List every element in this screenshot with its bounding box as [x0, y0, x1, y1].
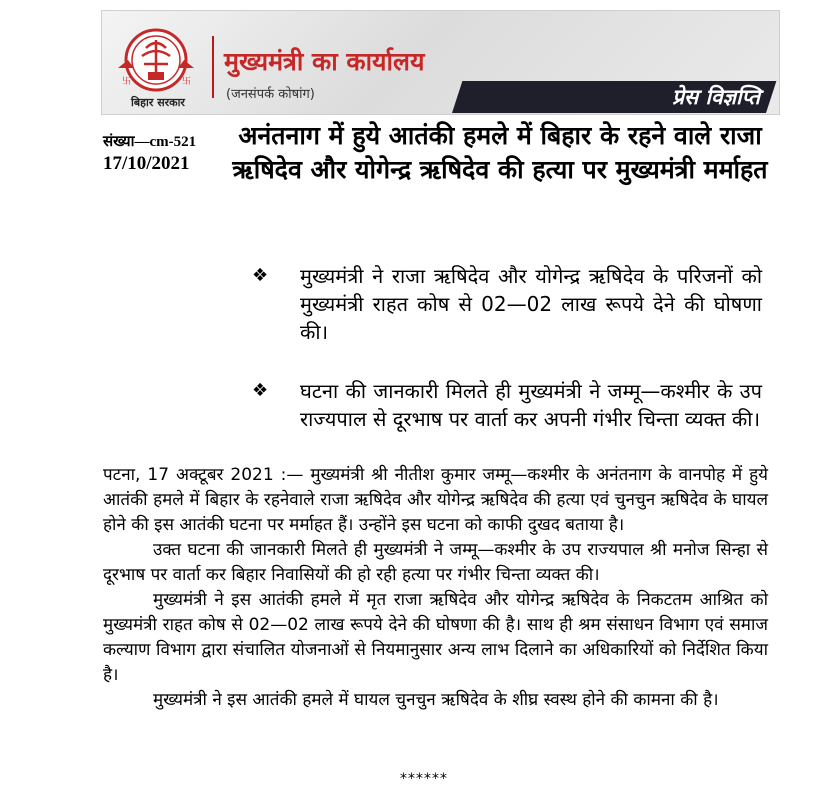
government-label: बिहार सरकार	[131, 96, 185, 109]
body-paragraph: मुख्यमंत्री ने इस आतंकी हमले में घायल चुनचुन ऋषिदेव के शीघ्र स्वस्थ होने की कामना की है।	[153, 690, 719, 710]
release-date: 17/10/2021	[103, 153, 190, 174]
diamond-bullet-icon: ❖	[252, 265, 269, 286]
reference-number: संख्या—cm-521	[103, 134, 197, 150]
bihar-emblem-icon	[108, 28, 204, 96]
end-mark: ******	[400, 771, 448, 787]
header-divider	[212, 36, 214, 98]
office-title: मुख्यमंत्री का कार्यालय	[224, 47, 425, 76]
body-paragraph: मुख्यमंत्री ने इस आतंकी हमले में मृत राजा ऋषिदेव और योगेन्द्र ऋषिदेव के निकटतम आश्रित को मुख्यमंत्री राहत कोष से 02—02 लाख रूपये देने की घोषणा की है। साथ ही श्रम संसाधन विभाग एवं समाज कल्याण विभाग द्वारा संचालित योजनाओं से नियमानुसार अन्य लाभ दिलाने का अधिकारियों को निर्देशित किया है।	[103, 590, 768, 685]
highlight-text: घटना की जानकारी मिलते ही मुख्यमंत्री ने जम्मू—कश्मीर के उप राज्यपाल से दूरभाष पर वार्ता कर अपनी गंभीर चिन्ता व्यक्त की।	[300, 379, 762, 431]
body-paragraph: उक्त घटना की जानकारी मिलते ही मुख्यमंत्री ने जम्मू—कश्मीर के उप राज्यपाल श्री मनोज सिन्हा से दूरभाष पर वार्ता कर बिहार निवासियों की हो रही हत्या पर गंभीर चिन्ता व्यक्त की।	[103, 540, 768, 585]
highlight-text: मुख्यमंत्री ने राजा ऋषिदेव और योगेन्द्र ऋषिदेव के परिजनों को मुख्यमंत्री राहत कोष से 02—02 लाख रूपये देने की घोषणा की।	[300, 264, 762, 344]
svg-text:卐: 卐	[122, 77, 132, 87]
diamond-bullet-icon: ❖	[252, 380, 269, 401]
svg-text:卐: 卐	[182, 77, 192, 87]
office-subtitle: (जनसंपर्क कोषांग)	[226, 87, 315, 102]
body-text	[103, 463, 768, 713]
headline: अनंतनाग में हुये आतंकी हमले में बिहार के रहने वाले राजा ऋषिदेव और योगेन्द्र ऋषिदेव की हत्या पर मुख्यमंत्री मर्माहत	[232, 121, 768, 184]
body-paragraph: पटना, 17 अक्टूबर 2021 :— मुख्यमंत्री श्री नीतीश कुमार जम्मू—कश्मीर के अनंतनाग के वानपोह में हुये आतंकी हमले में बिहार के रहनेवाले राजा ऋषिदेव और योगेन्द्र ऋषिदेव की हत्या एवं चुनचुन ऋषिदेव के घायल होने की इस आतंकी घटना पर मर्माहत हैं। उन्होंने इस घटना को काफी दुखद बताया है।	[103, 465, 768, 535]
press-release-label: प्रेस विज्ञप्ति	[672, 85, 760, 109]
